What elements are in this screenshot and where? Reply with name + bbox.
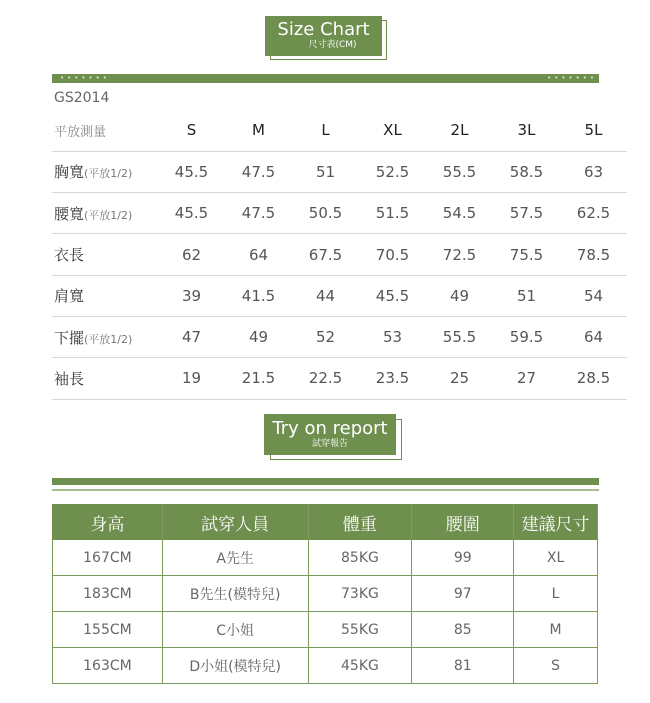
- size-cell: 62: [158, 234, 225, 275]
- size-cell: 64: [225, 234, 292, 275]
- size-chart-title: Size Chart: [277, 19, 370, 40]
- try-cell: XL: [514, 540, 598, 576]
- row-label-text: 袖長: [54, 369, 85, 388]
- row-label-text: 腰寬: [54, 204, 85, 223]
- size-col-header: 5L: [560, 110, 627, 151]
- size-cell: 57.5: [493, 193, 560, 234]
- size-cell: 59.5: [493, 316, 560, 357]
- size-cell: 52.5: [359, 151, 426, 192]
- size-cell: 49: [225, 316, 292, 357]
- product-code: GS2014: [54, 90, 110, 106]
- size-col-header: 2L: [426, 110, 493, 151]
- size-cell: 44: [292, 275, 359, 316]
- size-cell: 45.5: [359, 275, 426, 316]
- size-cell: 41.5: [225, 275, 292, 316]
- try-cell: 85KG: [308, 540, 412, 576]
- try-col-header: 身高: [53, 505, 163, 540]
- size-head-label: 平放測量: [52, 110, 158, 151]
- size-cell: 39: [158, 275, 225, 316]
- row-label: [52, 234, 158, 275]
- try-cell: 73KG: [308, 576, 412, 612]
- row-label-text: 肩寬: [54, 287, 85, 306]
- try-on-subtitle: 試穿報告: [311, 439, 348, 449]
- row-label-text: 衣長: [54, 246, 85, 265]
- size-cell: 53: [359, 316, 426, 357]
- row-label: [52, 358, 158, 399]
- size-cell: 62.5: [560, 193, 627, 234]
- try-on-badge: [264, 414, 402, 460]
- row-label-text: 下擺: [54, 328, 85, 347]
- size-table: [52, 110, 627, 400]
- size-cell: 28.5: [560, 358, 627, 399]
- size-cell: 63: [560, 151, 627, 192]
- size-cell: 21.5: [225, 358, 292, 399]
- size-cell: 78.5: [560, 234, 627, 275]
- size-cell: 64: [560, 316, 627, 357]
- try-cell: A先生: [162, 540, 308, 576]
- try-cell: 167CM: [53, 540, 163, 576]
- try-col-header: 建議尺寸: [514, 505, 598, 540]
- try-cell: 81: [412, 648, 514, 684]
- try-col-header: 腰圍: [412, 505, 514, 540]
- try-col-header: 試穿人員: [162, 505, 308, 540]
- size-cell: 58.5: [493, 151, 560, 192]
- try-on-table: [52, 504, 598, 684]
- size-cell: 22.5: [292, 358, 359, 399]
- size-row-chest: [52, 151, 627, 192]
- size-header-row: [52, 110, 627, 151]
- size-cell: 50.5: [292, 193, 359, 234]
- try-cell: 155CM: [53, 612, 163, 648]
- mid-divider-thin-bar: [52, 489, 599, 491]
- mid-divider-bar: [52, 478, 599, 485]
- try-cell: 99: [412, 540, 514, 576]
- size-chart-subtitle: 尺寸表(CM): [308, 40, 357, 50]
- size-cell: 75.5: [493, 234, 560, 275]
- row-label-note: (平放1/2): [84, 167, 133, 181]
- try-cell: M: [514, 612, 598, 648]
- size-chart-badge: [265, 16, 387, 60]
- size-cell: 54.5: [426, 193, 493, 234]
- row-label: [52, 193, 158, 234]
- size-cell: 47.5: [225, 193, 292, 234]
- try-cell: B先生(模特兒): [162, 576, 308, 612]
- divider-dots-right: •••••••: [547, 74, 597, 82]
- size-cell: 55.5: [426, 316, 493, 357]
- try-cell: 45KG: [308, 648, 412, 684]
- size-cell: 67.5: [292, 234, 359, 275]
- size-cell: 45.5: [158, 151, 225, 192]
- size-col-header: XL: [359, 110, 426, 151]
- size-cell: 51: [493, 275, 560, 316]
- size-col-header: S: [158, 110, 225, 151]
- size-row-waist: [52, 193, 627, 234]
- try-row: [53, 540, 598, 576]
- try-cell: C小姐: [162, 612, 308, 648]
- try-cell: D小姐(模特兒): [162, 648, 308, 684]
- row-label-note: (平放1/2): [84, 208, 133, 222]
- size-col-header: L: [292, 110, 359, 151]
- try-cell: 85: [412, 612, 514, 648]
- row-label: [52, 151, 158, 192]
- try-cell: S: [514, 648, 598, 684]
- row-label: [52, 275, 158, 316]
- size-cell: 51.5: [359, 193, 426, 234]
- size-row-shoulder: [52, 275, 627, 316]
- divider-dots-left: •••••••: [60, 74, 110, 82]
- size-cell: 54: [560, 275, 627, 316]
- size-cell: 27: [493, 358, 560, 399]
- size-cell: 47: [158, 316, 225, 357]
- try-cell: L: [514, 576, 598, 612]
- try-row: [53, 648, 598, 684]
- row-label-text: 胸寬: [54, 163, 85, 182]
- size-cell: 55.5: [426, 151, 493, 192]
- try-cell: 97: [412, 576, 514, 612]
- try-header-row: [53, 505, 598, 540]
- top-divider-bar: [52, 74, 599, 83]
- size-cell: 70.5: [359, 234, 426, 275]
- size-row-sleeve: [52, 358, 627, 399]
- try-on-title: Try on report: [272, 418, 388, 439]
- size-cell: 49: [426, 275, 493, 316]
- size-cell: 23.5: [359, 358, 426, 399]
- try-row: [53, 576, 598, 612]
- size-row-hem: [52, 316, 627, 357]
- try-col-header: 體重: [308, 505, 412, 540]
- row-label: [52, 316, 158, 357]
- try-cell: 163CM: [53, 648, 163, 684]
- row-label-note: (平放1/2): [84, 332, 133, 346]
- size-cell: 19: [158, 358, 225, 399]
- size-col-header: 3L: [493, 110, 560, 151]
- size-cell: 47.5: [225, 151, 292, 192]
- size-row-length: [52, 234, 627, 275]
- size-cell: 51: [292, 151, 359, 192]
- size-col-header: M: [225, 110, 292, 151]
- try-row: [53, 612, 598, 648]
- size-cell: 45.5: [158, 193, 225, 234]
- size-cell: 52: [292, 316, 359, 357]
- try-cell: 55KG: [308, 612, 412, 648]
- size-cell: 72.5: [426, 234, 493, 275]
- size-cell: 25: [426, 358, 493, 399]
- try-cell: 183CM: [53, 576, 163, 612]
